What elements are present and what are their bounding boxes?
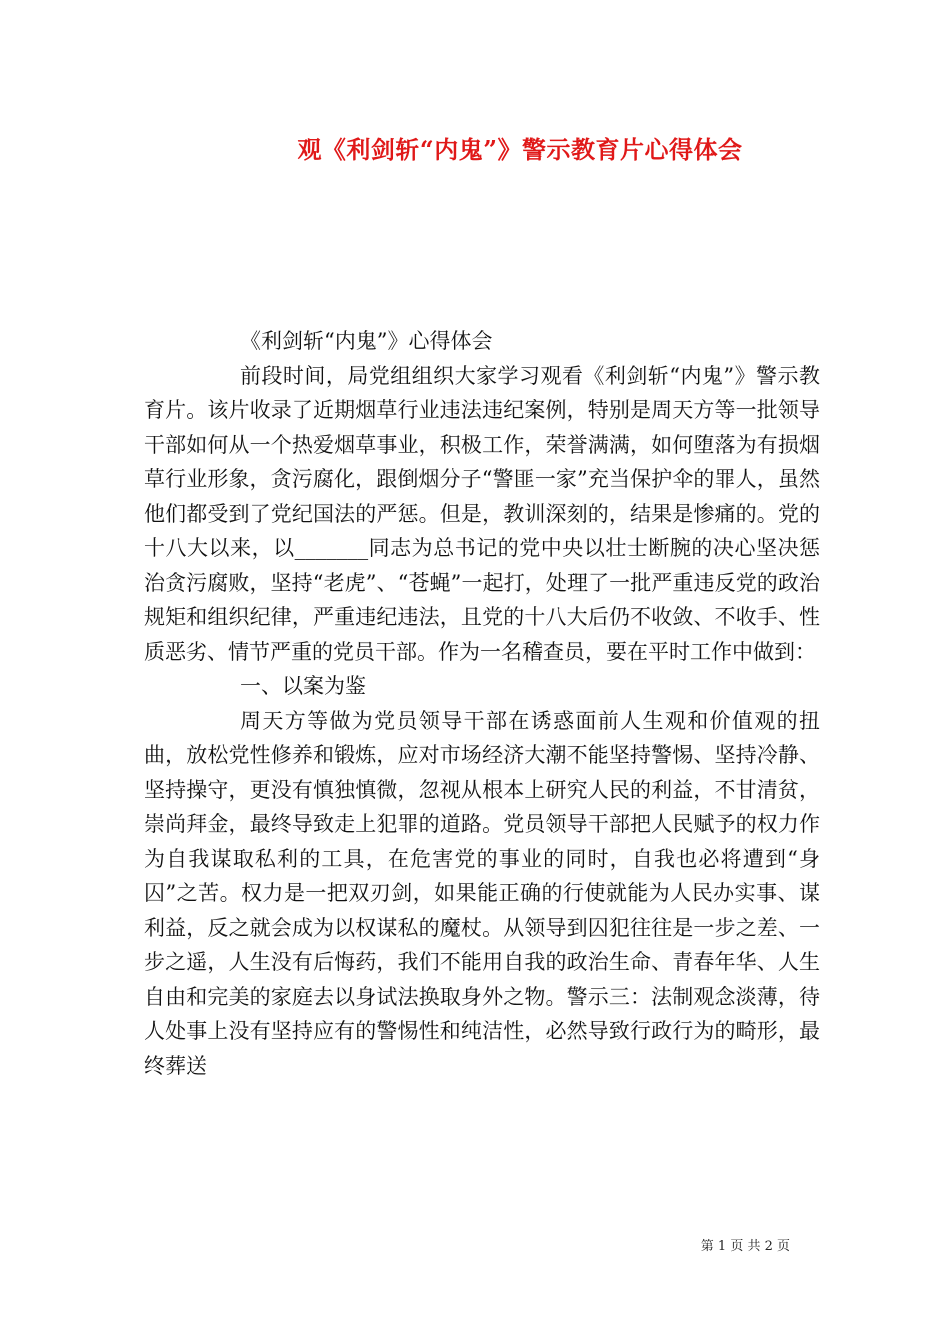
paragraph: 周天方等做为党员领导干部在诱惑面前人生观和价值观的扭曲，放松党性修养和锻炼，应对市场经济大潮不能坚持警惕、坚持冷静、坚持操守，更没有慎独慎微，忽视从根本上研究人民的利益，不甘清贫，崇尚拜金，最终导致走上犯罪的道路。党员领导干部把人民赋予的权力作为自我谋取私利的工具，在危害党的事业的同时，自我也必将遭到“身囚”之苦。权力是一把双刃剑，如果能正确的行使就能为人民办实事、谋利益，反之就会成为以权谋私的魔杖。从领导到囚犯往往是一步之差、一步之遥，人生没有后悔药，我们不能用自我的政治生命、青春年华、人生自由和完美的家庭去以身试法换取身外之物。警示三：法制观念淡薄，待人处事上没有坚持应有的警惕性和纯洁性，必然导致行政行为的畸形，最终葬送	[144, 708, 820, 1078]
section-heading: 一、以案为鉴	[240, 674, 366, 698]
document-body	[144, 324, 820, 1083]
subtitle-line: 《利剑斩“内鬼”》心得体会	[240, 329, 493, 353]
document-title: 观《利剑斩“内鬼”》警示教育片心得体会	[297, 135, 743, 164]
paragraph: 前段时间，局党组组织大家学习观看《利剑斩“内鬼”》警示教育片。该片收录了近期烟草行业违法违纪案例，特别是周天方等一批领导干部如何从一个热爱烟草事业，积极工作，荣誉满满，如何堕落为有损烟草行业形象，贪污腐化，跟倒烟分子“警匪一家”充当保护伞的罪人，虽然他们都受到了党纪国法的严惩。但是，教训深刻的，结果是惨痛的。党的十八大以来，以_______同志为总书记的党中央以壮士断腕的决心坚决惩治贪污腐败，坚持“老虎”、“苍蝇”一起打，处理了一批严重违反党的政治规矩和组织纪律，严重违纪违法，且党的十八大后仍不收敛、不收手、性质恶劣、情节严重的党员干部。作为一名稽查员，要在平时工作中做到：	[144, 363, 820, 664]
page-number: 第 1 页 共 2 页	[700, 1239, 790, 1254]
